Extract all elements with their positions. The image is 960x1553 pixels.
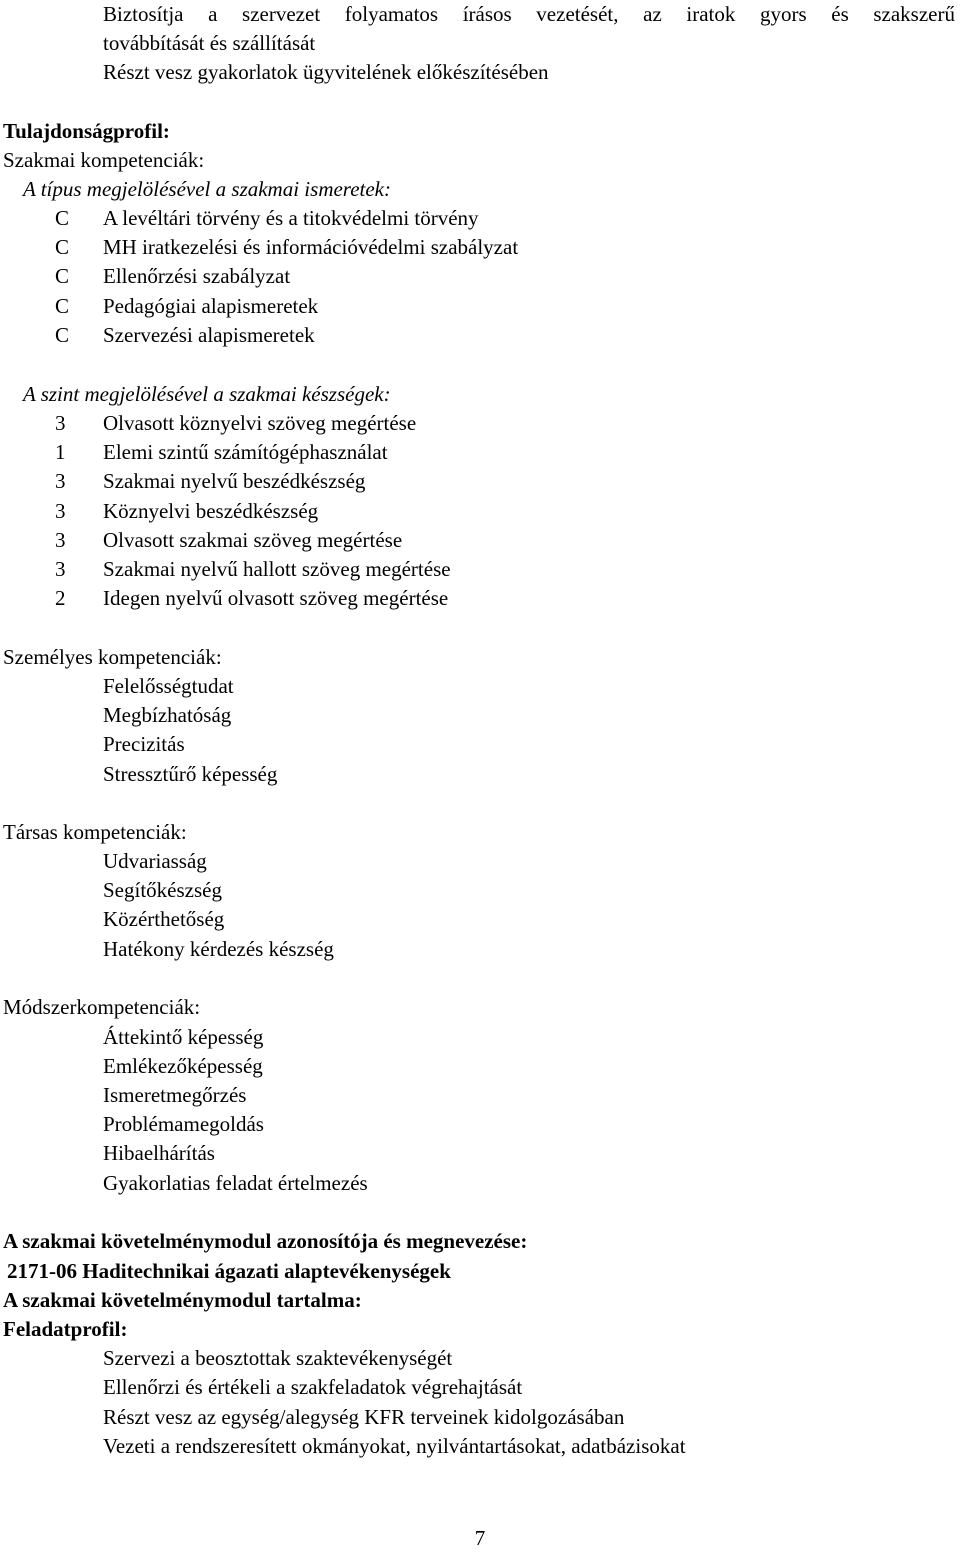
module-id-line: 2171-06 Haditechnikai ágazati alaptevékenységek (7, 1259, 451, 1283)
professional-competencies-label: Szakmai kompetenciák: (3, 148, 205, 172)
social-item: Hatékony kérdezés készség (103, 937, 334, 961)
personal-item: Megbízhatóság (103, 703, 232, 727)
knowledge-item (0, 204, 960, 233)
knowledge-item (0, 321, 960, 350)
skill-text: Idegen nyelvű olvasott szöveg megértése (103, 586, 449, 610)
intro-task-line-1: Biztosítja a szervezet folyamatos írásos vezetését, az iratok gyors és szakszerű (103, 2, 955, 26)
knowledge-text: MH iratkezelési és információvédelmi szabályzat (103, 235, 519, 259)
task-item: Ellenőrzi és értékeli a szakfeladatok végrehajtását (103, 1375, 523, 1399)
method-competencies-label: Módszerkompetenciák: (3, 995, 201, 1019)
task-item: Szervezi a beosztottak szaktevékenységét (103, 1346, 453, 1370)
skill-level: 3 (55, 557, 66, 581)
knowledge-item (0, 233, 960, 262)
knowledge-text: A levéltári törvény és a titokvédelmi törvény (103, 206, 479, 230)
knowledge-text: Szervezési alapismeretek (103, 323, 315, 347)
skill-item (0, 438, 960, 467)
skill-text: Olvasott szakmai szöveg megértése (103, 528, 403, 552)
module-content-heading: A szakmai követelménymodul tartalma: (3, 1288, 362, 1312)
knowledge-text: Ellenőrzési szabályzat (103, 264, 291, 288)
skill-level: 3 (55, 411, 66, 435)
page-number: 7 (474, 1526, 486, 1550)
skill-item (0, 467, 960, 496)
method-item: Problémamegoldás (103, 1112, 264, 1136)
skill-text: Elemi szintű számítógéphasználat (103, 440, 388, 464)
personal-item: Precizitás (103, 732, 185, 756)
method-item: Áttekintő képesség (103, 1025, 264, 1049)
skill-item (0, 497, 960, 526)
module-id-heading: A szakmai követelménymodul azonosítója és megnevezése: (3, 1229, 528, 1253)
method-item: Emlékezőképesség (103, 1054, 263, 1078)
skill-level: 1 (55, 440, 66, 464)
task-item: Részt vesz az egység/alegység KFR terveinek kidolgozásában (103, 1405, 625, 1429)
skill-item (0, 409, 960, 438)
intro-task-line-2: továbbítását és szállítását (103, 31, 316, 55)
knowledge-code: C (55, 206, 70, 230)
skill-text: Szakmai nyelvű hallott szöveg megértése (103, 557, 451, 581)
knowledge-item (0, 292, 960, 321)
skill-item (0, 555, 960, 584)
skill-item (0, 584, 960, 613)
task-profile-heading: Feladatprofil: (3, 1317, 128, 1341)
intro-task-line-3: Részt vesz gyakorlatok ügyvitelének előkészítésében (103, 60, 549, 84)
skill-level: 3 (55, 499, 66, 523)
skill-text: Szakmai nyelvű beszédkészség (103, 469, 366, 493)
knowledge-text: Pedagógiai alapismeretek (103, 294, 319, 318)
skill-text: Olvasott köznyelvi szöveg megértése (103, 411, 417, 435)
profile-heading: Tulajdonságprofil: (3, 119, 170, 143)
skill-level: 3 (55, 528, 66, 552)
social-item: Segítőkészség (103, 878, 222, 902)
skill-item (0, 526, 960, 555)
method-item: Hibaelhárítás (103, 1141, 215, 1165)
social-item: Közérthetőség (103, 907, 225, 931)
knowledge-code: C (55, 323, 70, 347)
skill-level: 2 (55, 586, 66, 610)
knowledge-code: C (55, 264, 70, 288)
personal-item: Stressztűrő képesség (103, 762, 278, 786)
method-item: Gyakorlatias feladat értelmezés (103, 1171, 368, 1195)
social-item: Udvariasság (103, 849, 207, 873)
social-competencies-label: Társas kompetenciák: (3, 820, 187, 844)
personal-competencies-label: Személyes kompetenciák: (3, 645, 222, 669)
method-item: Ismeretmegőrzés (103, 1083, 247, 1107)
skills-heading: A szint megjelölésével a szakmai készségek: (23, 382, 391, 406)
task-item: Vezeti a rendszeresített okmányokat, nyilvántartásokat, adatbázisokat (103, 1434, 686, 1458)
knowledge-heading: A típus megjelölésével a szakmai ismeretek: (23, 177, 391, 201)
knowledge-code: C (55, 294, 70, 318)
knowledge-code: C (55, 235, 70, 259)
skill-level: 3 (55, 469, 66, 493)
knowledge-item (0, 262, 960, 291)
skill-text: Köznyelvi beszédkészség (103, 499, 319, 523)
personal-item: Felelősségtudat (103, 674, 234, 698)
